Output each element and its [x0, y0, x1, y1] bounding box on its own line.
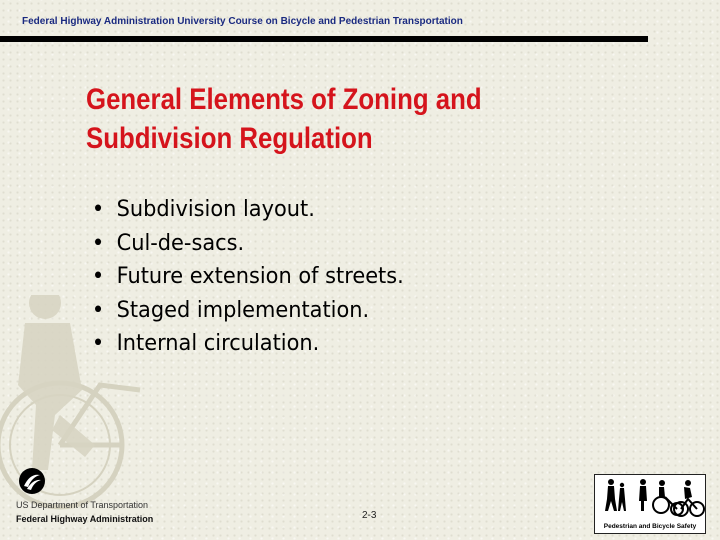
pedestrian-bicycle-safety-logo	[594, 474, 706, 534]
dot-logo-icon	[18, 467, 46, 495]
list-item: • Staged implementation.	[90, 294, 404, 328]
list-item: • Cul-de-sacs.	[90, 227, 404, 261]
pedestrian-bicycle-safety-icon	[595, 475, 705, 521]
agency-name-line-1: US Department of Transportation	[16, 500, 149, 510]
bullet-list	[90, 193, 420, 361]
slide-title-line-1: General Elements of Zoning and	[86, 83, 482, 116]
logo-caption: Pedestrian and Bicycle Safety	[603, 523, 697, 530]
slide-title	[86, 80, 568, 158]
list-item: • Future extension of streets.	[90, 260, 404, 294]
course-title: Federal Highway Administration University Course on Bicycle and Pedestrian Transportation	[22, 16, 463, 27]
agency-name-line-2: Federal Highway Administration	[16, 514, 154, 524]
page-number: 2-3	[362, 510, 377, 521]
list-item: • Internal circulation.	[90, 327, 404, 361]
slide-title-line-2: Subdivision Regulation	[86, 122, 373, 155]
list-item: • Subdivision layout.	[90, 193, 404, 227]
header-rule	[0, 36, 648, 42]
